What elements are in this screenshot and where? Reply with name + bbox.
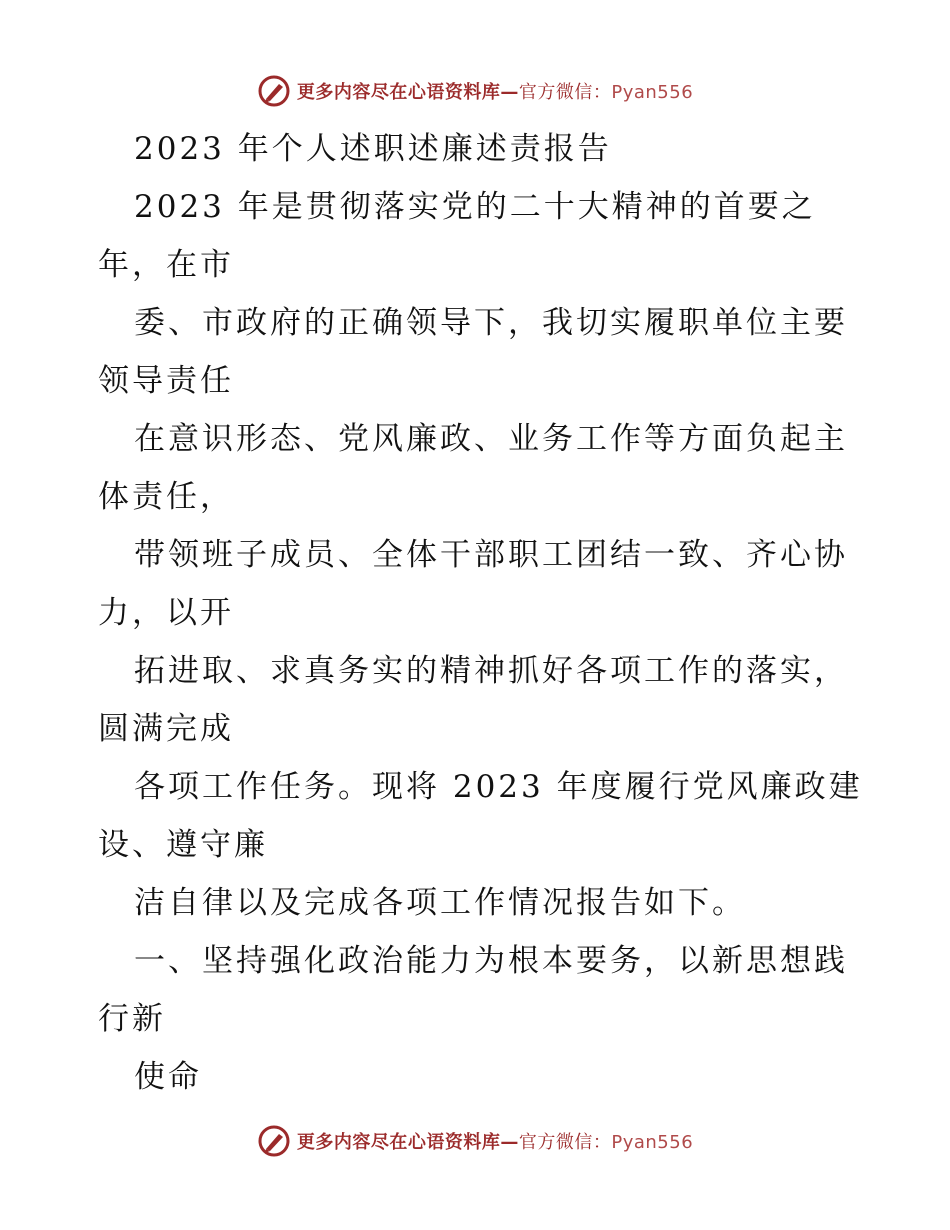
banner-separator: — <box>500 1132 519 1153</box>
document-line: 洁自律以及完成各项工作情况报告如下。 <box>134 885 746 921</box>
document-line: 2023 年是贯彻落实党的二十大精神的首要之 <box>134 189 816 225</box>
footer-banner <box>0 1121 950 1161</box>
document-body <box>98 120 863 1106</box>
document-line: 设、遵守廉 <box>98 827 268 863</box>
banner-text <box>297 78 693 104</box>
document-line: 圆满完成 <box>98 711 234 747</box>
section-heading-continued: 行新 <box>98 1001 166 1037</box>
document-line: 带领班子成员、全体干部职工团结一致、齐心协 <box>134 537 848 573</box>
banner-main-text: 更多内容尽在心语资料库 <box>296 1132 501 1153</box>
section-heading: 一、坚持强化政治能力为根本要务，以新思想践 <box>134 943 848 979</box>
banner-separator: — <box>500 82 519 103</box>
banner-contact-value: Pyan556 <box>611 82 694 103</box>
section-heading-continued: 使命 <box>134 1059 202 1095</box>
document-line: 在意识形态、党风廉政、业务工作等方面负起主 <box>134 421 848 457</box>
document-line: 体责任， <box>98 479 234 515</box>
pen-circle-logo-icon <box>257 74 291 108</box>
document-line: 拓进取、求真务实的精神抓好各项工作的落实， <box>134 653 848 689</box>
document-title: 2023 年个人述职述廉述责报告 <box>134 131 612 167</box>
document-line: 领导责任 <box>98 363 234 399</box>
document-line: 年，在市 <box>98 247 234 283</box>
document-line: 委、市政府的正确领导下，我切实履职单位主要 <box>134 305 848 341</box>
banner-main-text: 更多内容尽在心语资料库 <box>296 82 501 103</box>
document-line: 力，以开 <box>98 595 234 631</box>
banner-contact-label: 官方微信： <box>518 1132 612 1153</box>
banner-text <box>297 1128 693 1154</box>
header-banner <box>0 71 950 111</box>
pen-circle-logo-icon <box>257 1124 291 1158</box>
banner-contact-label: 官方微信： <box>518 82 612 103</box>
document-line: 各项工作任务。现将 2023 年度履行党风廉政建 <box>134 769 863 805</box>
banner-contact-value: Pyan556 <box>611 1132 694 1153</box>
